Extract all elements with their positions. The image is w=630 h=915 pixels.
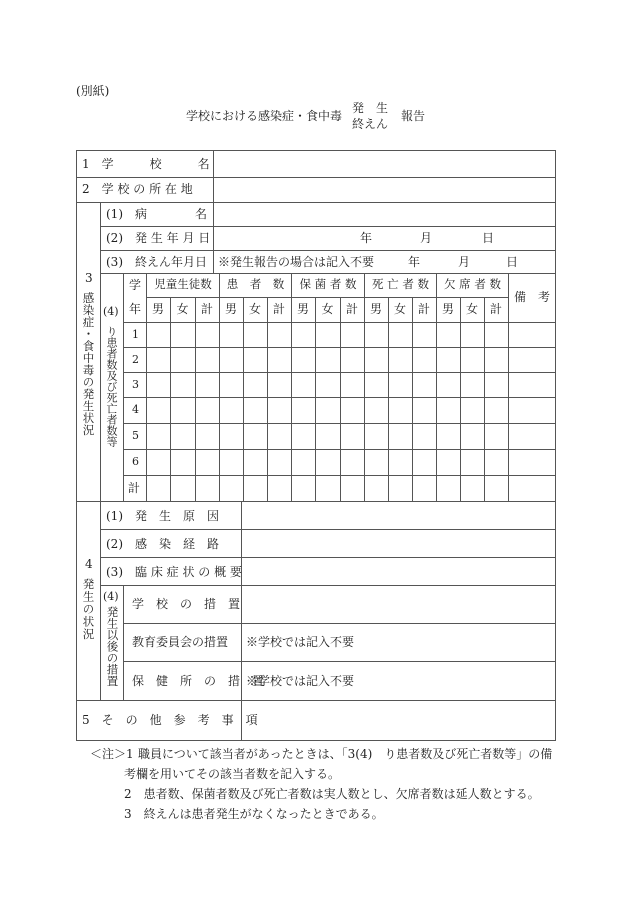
grade-row-label: 6 [132,455,139,468]
other-notes-label: 5 そ の 他 参 考 事 項 [82,713,258,727]
subheader-total: 計 [345,302,358,316]
board-measures-label: 教育委員会の措置 [132,635,229,649]
grade-header-top: 学 [129,278,142,292]
subheader-total: 計 [417,302,430,316]
grade-row-label: 2 [132,353,139,366]
subheader-female: 女 [321,302,334,316]
section4-label: 発生の状況 [81,578,96,641]
grade-header-bottom: 年 [129,302,142,316]
health-center-measures-label: 保 健 所 の 措 置 [132,674,265,688]
subheader-total: 計 [200,302,213,316]
header-students: 児童生徒数 [154,277,212,291]
title-report: 報告 [401,109,426,123]
header-absentees: 欠 席 者 数 [444,277,501,291]
subheader-male: 男 [296,302,309,316]
section3-label: 感染症・食中毒の発生状況 [81,292,96,436]
cause-label: (1) 発 生 原 因 [106,509,219,523]
onset-month: 月 [420,231,433,245]
subheader-total: 計 [489,302,502,316]
health-center-measures-note: ※学校では記入不要 [246,674,355,688]
subheader-female: 女 [248,302,261,316]
annex-label: (別紙) [76,84,110,98]
subheader-female: 女 [393,302,406,316]
measures-number: (4) [103,590,119,603]
title-end: 終えん [352,117,389,131]
note-2: 2 患者数、保菌者数及び死亡者数は実人数とし、欠席者数は延人数とする。 [124,787,540,801]
end-year: 年 [408,255,421,269]
school-name-label: 1 学 校 名 [82,157,210,171]
subheader-female: 女 [176,302,189,316]
grade-row-label: 3 [132,378,139,391]
end-date-label: (3) 終えん年月日 [106,255,207,269]
report-title: 学校における感染症・食中毒 [186,109,343,123]
subheader-total: 計 [272,302,285,316]
subheader-male: 男 [151,302,164,316]
grade-total-label: 計 [128,481,141,495]
infection-route-label: (2) 感 染 経 路 [106,537,219,551]
end-date-note: ※発生報告の場合は記入不要 [218,255,375,269]
subsection-4-number: (4) [103,305,119,318]
symptoms-label: (3) 臨 床 症 状 の 概 要 [106,565,242,579]
subheader-male: 男 [441,302,454,316]
board-measures-note: ※学校では記入不要 [246,635,355,649]
note-1-line1: 職員について該当者があったときは、「3(4) り患者数及び死亡者数等」の備 [138,747,553,761]
subheader-male: 男 [224,302,237,316]
section3-number: 3 [85,271,93,285]
note-3: 3 終えんは患者発生がなくなったときである。 [124,807,384,821]
patient-count-label: り患者数及び死亡者数等 [105,326,118,447]
header-carriers: 保 菌 者 数 [299,277,357,291]
grade-row-label: 4 [132,403,139,416]
header-remarks: 備 考 [513,290,550,304]
onset-year: 年 [360,231,373,245]
end-month: 月 [458,255,471,269]
school-address-label: 2 学 校 の 所 在 地 [82,182,193,196]
note-lead: ＜注＞1 [90,747,134,761]
onset-day: 日 [482,231,495,245]
measures-label: 発生以後の措置 [105,606,120,687]
subheader-male: 男 [369,302,382,316]
note-1-line2: 考欄を用いてその該当者数を記入する。 [124,767,341,781]
onset-date-label: (2) 発 生 年 月 日 [106,231,211,245]
school-measures-label: 学 校 の 措 置 [132,597,241,611]
subheader-female: 女 [465,302,478,316]
end-day: 日 [506,255,519,269]
header-deaths: 死 亡 者 数 [372,277,429,291]
section4-number: 4 [85,557,93,571]
grade-row-label: 1 [132,328,139,341]
title-occurrence: 発 生 [352,101,389,115]
grade-row-label: 5 [132,429,139,442]
disease-name-label: (1) 病 名 [106,207,207,221]
header-patients: 患 者 数 [226,277,285,291]
